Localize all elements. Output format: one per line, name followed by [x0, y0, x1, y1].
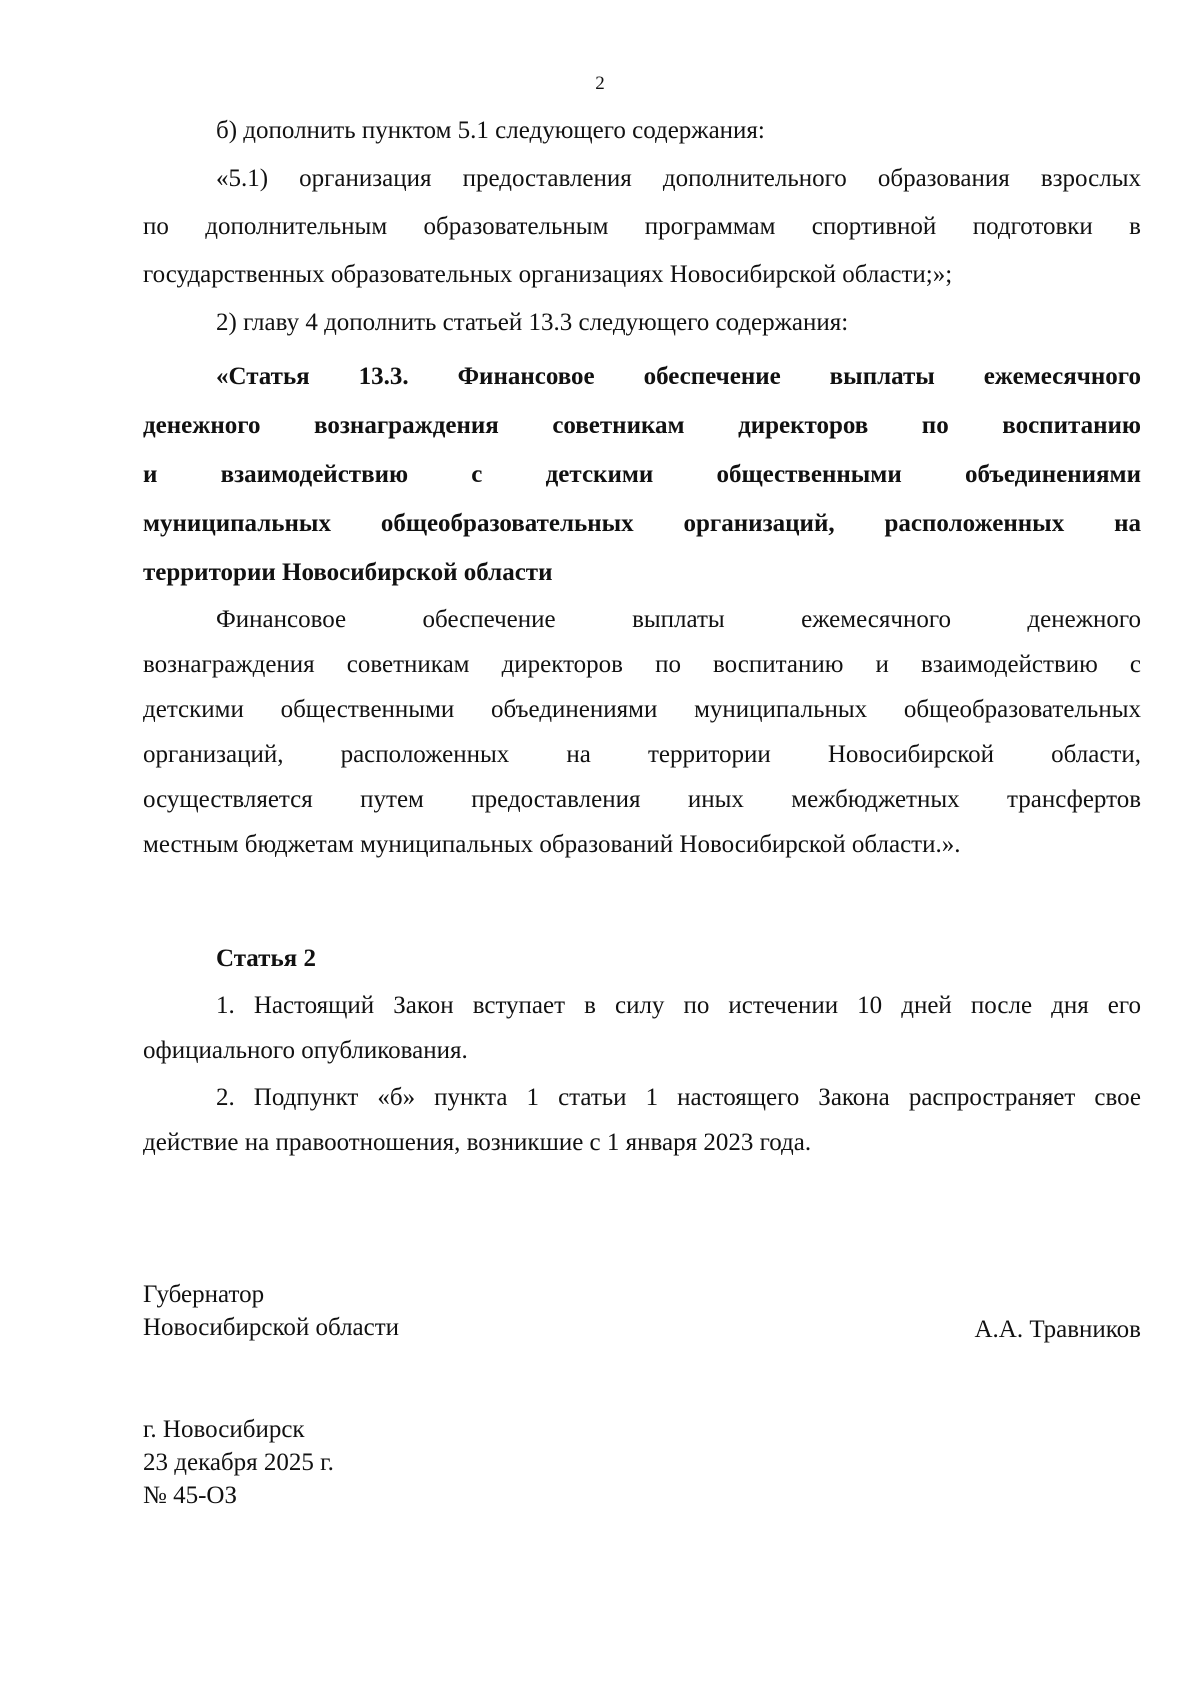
place-date-block: [143, 1413, 334, 1512]
heading-line: денежного вознаграждения советникам директоров по воспитанию: [143, 412, 1141, 439]
article-13-3-heading: [143, 352, 1141, 597]
amendment-b-quote-line: «5.1) организация предоставления дополнительного образования взрослых: [216, 165, 1141, 192]
signatory-name: А.А. Травников: [974, 1316, 1141, 1343]
article-2-item-line: действие на правоотношения, возникшие с 1 января 2023 года.: [143, 1129, 812, 1156]
amendment-b-quote-line: по дополнительным образовательным программам спортивной подготовки в: [143, 213, 1141, 240]
article-2-title: Статья 2: [216, 945, 316, 972]
amendment-b-quote-line: государственных образовательных организациях Новосибирской области;»;: [143, 261, 953, 288]
signatory-position-line: Губернатор: [143, 1281, 265, 1308]
body-line: детскими общественными объединениями муниципальных общеобразовательных: [143, 696, 1141, 723]
heading-line: «Статья 13.3. Финансовое обеспечение выплаты ежемесячного: [216, 363, 1141, 390]
amendment-2-intro: 2) главу 4 дополнить статьей 13.3 следующего содержания:: [216, 309, 849, 336]
body-line: Финансовое обеспечение выплаты ежемесячного денежного: [216, 606, 1141, 633]
heading-line: муниципальных общеобразовательных организаций, расположенных на: [143, 510, 1141, 537]
signatory-position-line: Новосибирской области: [143, 1314, 400, 1341]
body-line: местным бюджетам муниципальных образований Новосибирской области.».: [143, 831, 961, 858]
signatory-position: [143, 1278, 399, 1344]
body-line: вознаграждения советникам директоров по воспитанию и взаимодействию с: [143, 651, 1141, 678]
heading-line: и взаимодействию с детскими общественными объединениями: [143, 461, 1141, 488]
city: г. Новосибирск: [143, 1416, 305, 1443]
article-2-item-line: 1. Настоящий Закон вступает в силу по истечении 10 дней после дня его: [216, 992, 1141, 1019]
article-2-body: [143, 983, 1141, 1165]
body-line: организаций, расположенных на территории Новосибирской области,: [143, 741, 1141, 768]
law-number: № 45-ОЗ: [143, 1482, 238, 1509]
body-line: осуществляется путем предоставления иных межбюджетных трансфертов: [143, 786, 1141, 813]
heading-line: территории Новосибирской области: [143, 559, 553, 586]
amendment-b-block: [143, 107, 1141, 347]
page-number: 2: [595, 73, 605, 94]
article-2-item-line: 2. Подпункт «б» пункта 1 статьи 1 настоящего Закона распространяет свое: [216, 1084, 1141, 1111]
amendment-b-intro: б) дополнить пунктом 5.1 следующего содержания:: [216, 117, 765, 144]
date: 23 декабря 2025 г.: [143, 1449, 334, 1476]
article-13-3-body: [143, 597, 1141, 867]
article-2-item-line: официального опубликования.: [143, 1037, 468, 1064]
